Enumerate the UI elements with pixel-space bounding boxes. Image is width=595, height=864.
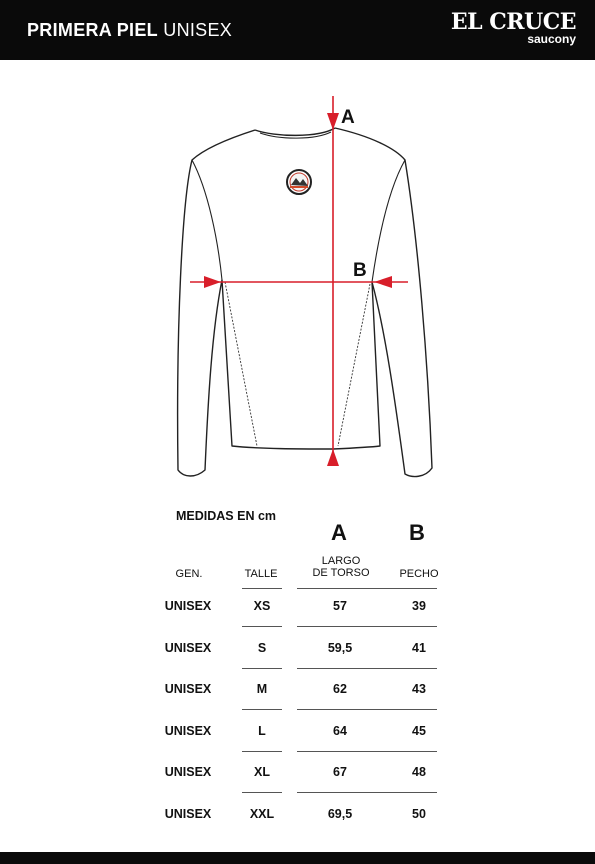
table-cell-pecho: 39	[412, 599, 426, 613]
title-product: PRIMERA PIEL	[27, 20, 158, 40]
row-divider	[242, 668, 282, 669]
table-cell-gen: UNISEX	[164, 682, 212, 696]
table-cell-talle: XL	[254, 765, 270, 779]
table-cell-pecho: 50	[412, 806, 426, 821]
title-gender: UNISEX	[163, 20, 233, 40]
header-pecho: PECHO	[399, 568, 439, 580]
row-divider	[242, 792, 282, 793]
measure-line-a	[327, 96, 339, 466]
table-cell-gen: UNISEX	[164, 806, 212, 821]
brand-logo	[451, 10, 576, 46]
brand-subname: saucony	[527, 32, 576, 46]
header-talle: TALLE	[244, 568, 278, 580]
header-largo-line2: DE TORSO	[312, 567, 370, 579]
table-cell-pecho: 43	[412, 682, 426, 696]
header-largo	[310, 555, 372, 579]
table-cell-gen: UNISEX	[164, 723, 212, 738]
label-a: A	[341, 107, 355, 128]
table-cell-gen: UNISEX	[164, 765, 212, 779]
row-divider	[297, 668, 437, 669]
table-cell-largo: 67	[333, 765, 347, 779]
header-largo-line1: LARGO	[321, 555, 361, 567]
table-cell-pecho: 41	[412, 640, 426, 655]
header-divider	[297, 588, 437, 589]
header-gen: GEN.	[175, 568, 203, 580]
row-divider	[242, 709, 282, 710]
side-panel-seams	[225, 282, 370, 446]
column-letter-b: B	[409, 520, 425, 545]
table-cell-talle: L	[258, 723, 266, 738]
row-divider	[297, 792, 437, 793]
table-cell-talle: XXL	[249, 806, 275, 821]
header-divider	[242, 588, 282, 589]
chest-logo-icon	[287, 170, 311, 194]
table-cell-largo: 64	[333, 723, 347, 738]
table-caption: MEDIDAS EN cm	[176, 509, 277, 523]
table-cell-gen: UNISEX	[164, 599, 212, 613]
table-cell-largo: 57	[333, 599, 347, 613]
brand-name: EL CRUCE	[450, 9, 576, 35]
table-cell-largo: 62	[333, 682, 347, 696]
table-cell-talle: S	[257, 640, 267, 655]
footer-bar	[0, 852, 595, 864]
table-cell-pecho: 48	[412, 765, 426, 779]
row-divider	[242, 626, 282, 627]
row-divider	[297, 626, 437, 627]
header-bar	[0, 0, 595, 60]
table-cell-talle: M	[256, 682, 268, 696]
table-cell-largo: 59,5	[327, 640, 353, 655]
row-divider	[242, 751, 282, 752]
page-title	[27, 20, 232, 41]
column-letter-a: A	[331, 520, 347, 545]
label-b: B	[353, 260, 367, 281]
table-cell-gen: UNISEX	[164, 640, 212, 655]
table-cell-pecho: 45	[412, 723, 426, 738]
garment-diagram	[0, 60, 595, 490]
table-cell-largo: 69,5	[327, 806, 353, 821]
row-divider	[297, 751, 437, 752]
table-cell-talle: XS	[253, 599, 271, 613]
row-divider	[297, 709, 437, 710]
